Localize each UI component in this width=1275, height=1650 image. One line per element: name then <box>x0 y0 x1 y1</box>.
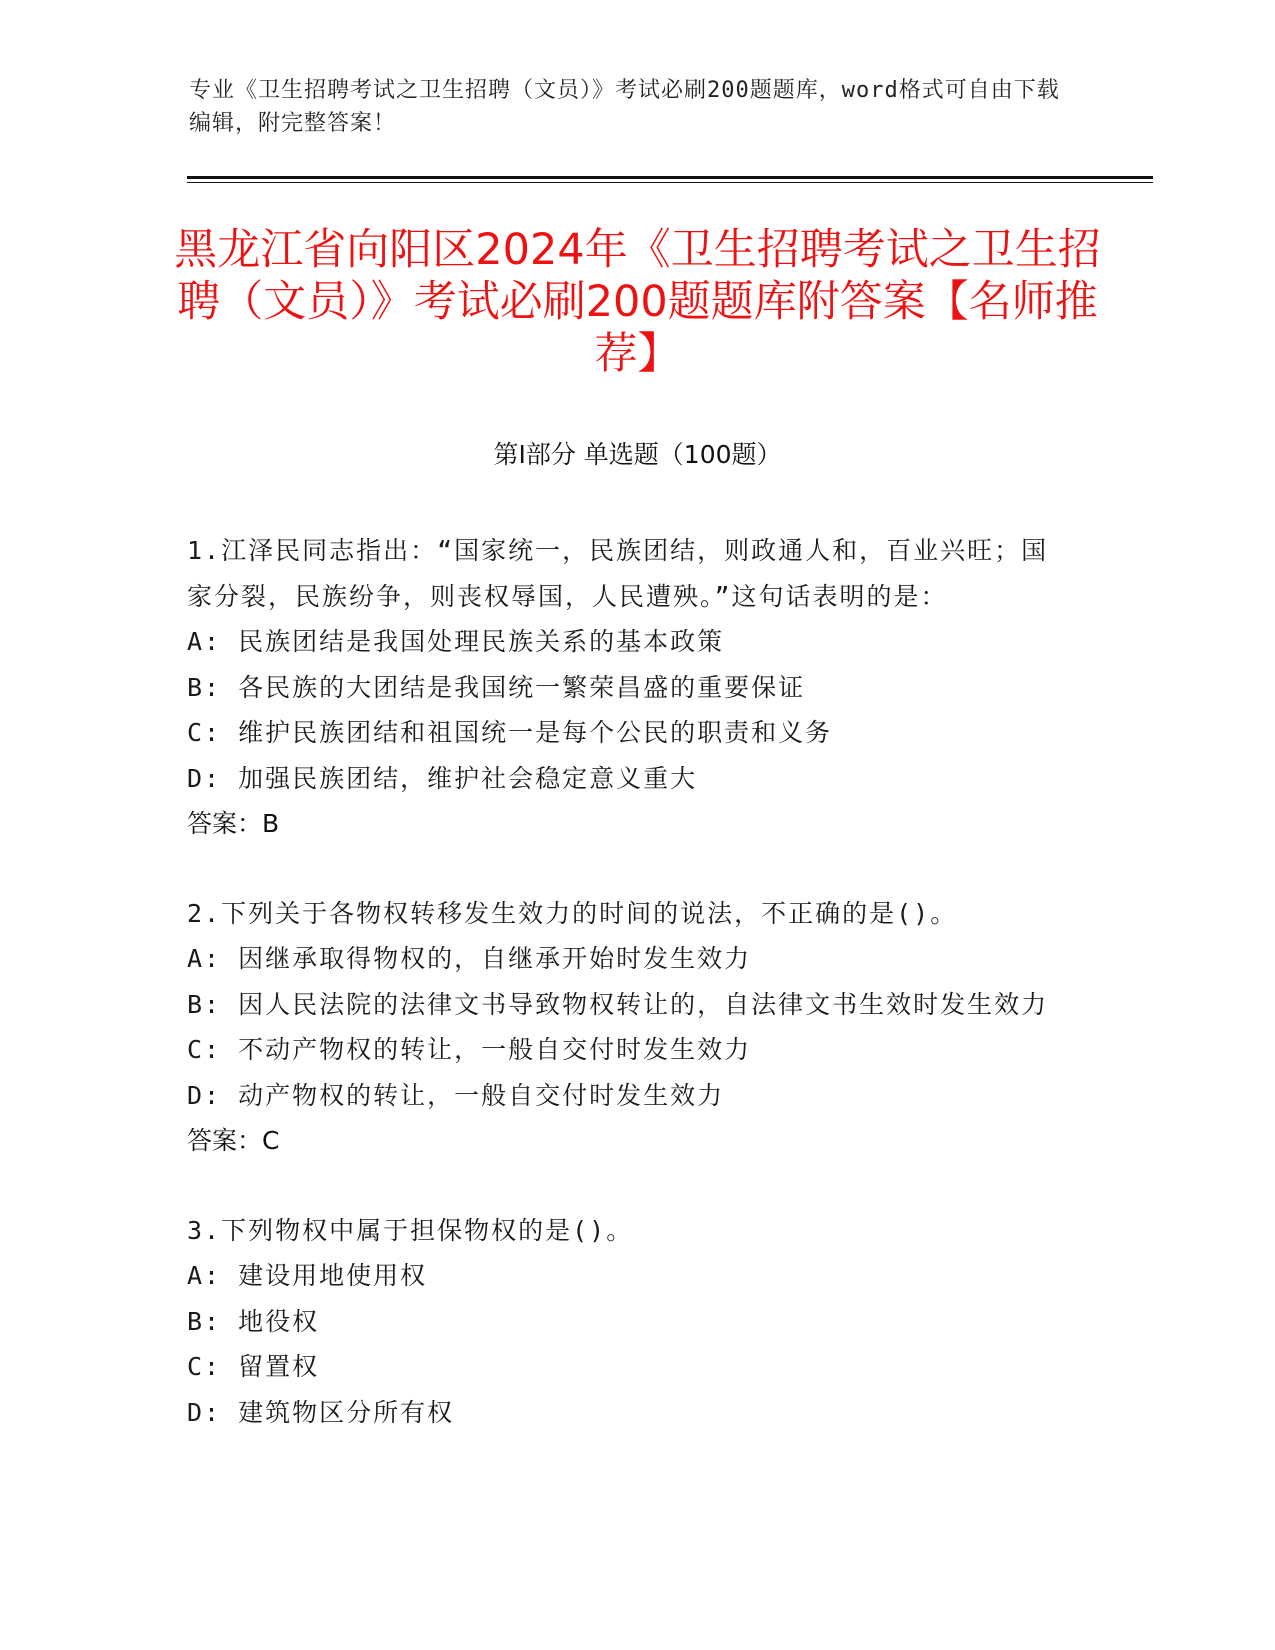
option-a: A: 民族团结是我国处理民族关系的基本政策 <box>187 627 725 656</box>
option-d: D: 建筑物区分所有权 <box>187 1397 455 1427</box>
option-c: C: 维护民族团结和祖国统一是每个公民的职责和义务 <box>187 718 833 747</box>
option-d: D: 加强民族团结，维护社会稳定意义重大 <box>187 763 698 793</box>
option-a: A: 因继承取得物权的，自继承开始时发生效力 <box>187 944 752 973</box>
question-2 <box>187 891 1067 1164</box>
option-c: C: 不动产物权的转让，一般自交付时发生效力 <box>187 1035 752 1064</box>
question-text: 1.江泽民同志指出：“国家统一，民族团结，则政通人和，百业兴旺；国家分裂，民族纷争，则丧权辱国，人民遭殃。”这句话表明的是： <box>187 536 1049 611</box>
question-3 <box>187 1208 1067 1436</box>
header-divider-thick <box>187 176 1153 179</box>
option-c: C: 留置权 <box>187 1352 320 1381</box>
section-title: 第Ⅰ部分 单选题（100题） <box>493 440 782 469</box>
option-b: B: 各民族的大团结是我国统一繁荣昌盛的重要保证 <box>187 672 806 702</box>
question-text: 3.下列物权中属于担保物权的是()。 <box>187 1215 634 1245</box>
header-note: 专业《卫生招聘考试之卫生招聘（文员）》考试必刷200题题库，word格式可自由下载编辑，附完整答案！ <box>189 78 1060 136</box>
option-b: B: 因人民法院的法律文书导致物权转让的，自法律文书生效时发生效力 <box>187 989 1049 1019</box>
answer: 答案：B <box>187 809 280 838</box>
question-1 <box>187 528 1067 847</box>
option-b: B: 地役权 <box>187 1306 320 1336</box>
option-a: A: 建设用地使用权 <box>187 1261 428 1290</box>
question-list <box>187 528 1067 1479</box>
question-text: 2.下列关于各物权转移发生效力的时间的说法，不正确的是()。 <box>187 898 958 928</box>
option-d: D: 动产物权的转让，一般自交付时发生效力 <box>187 1080 725 1110</box>
document-title: 黑龙江省向阳区2024年《卫生招聘考试之卫生招聘（文员）》考试必刷200题题库附答案【名师推荐】 <box>174 225 1101 379</box>
answer: 答案：C <box>187 1126 280 1155</box>
header-divider-thin <box>187 182 1153 183</box>
